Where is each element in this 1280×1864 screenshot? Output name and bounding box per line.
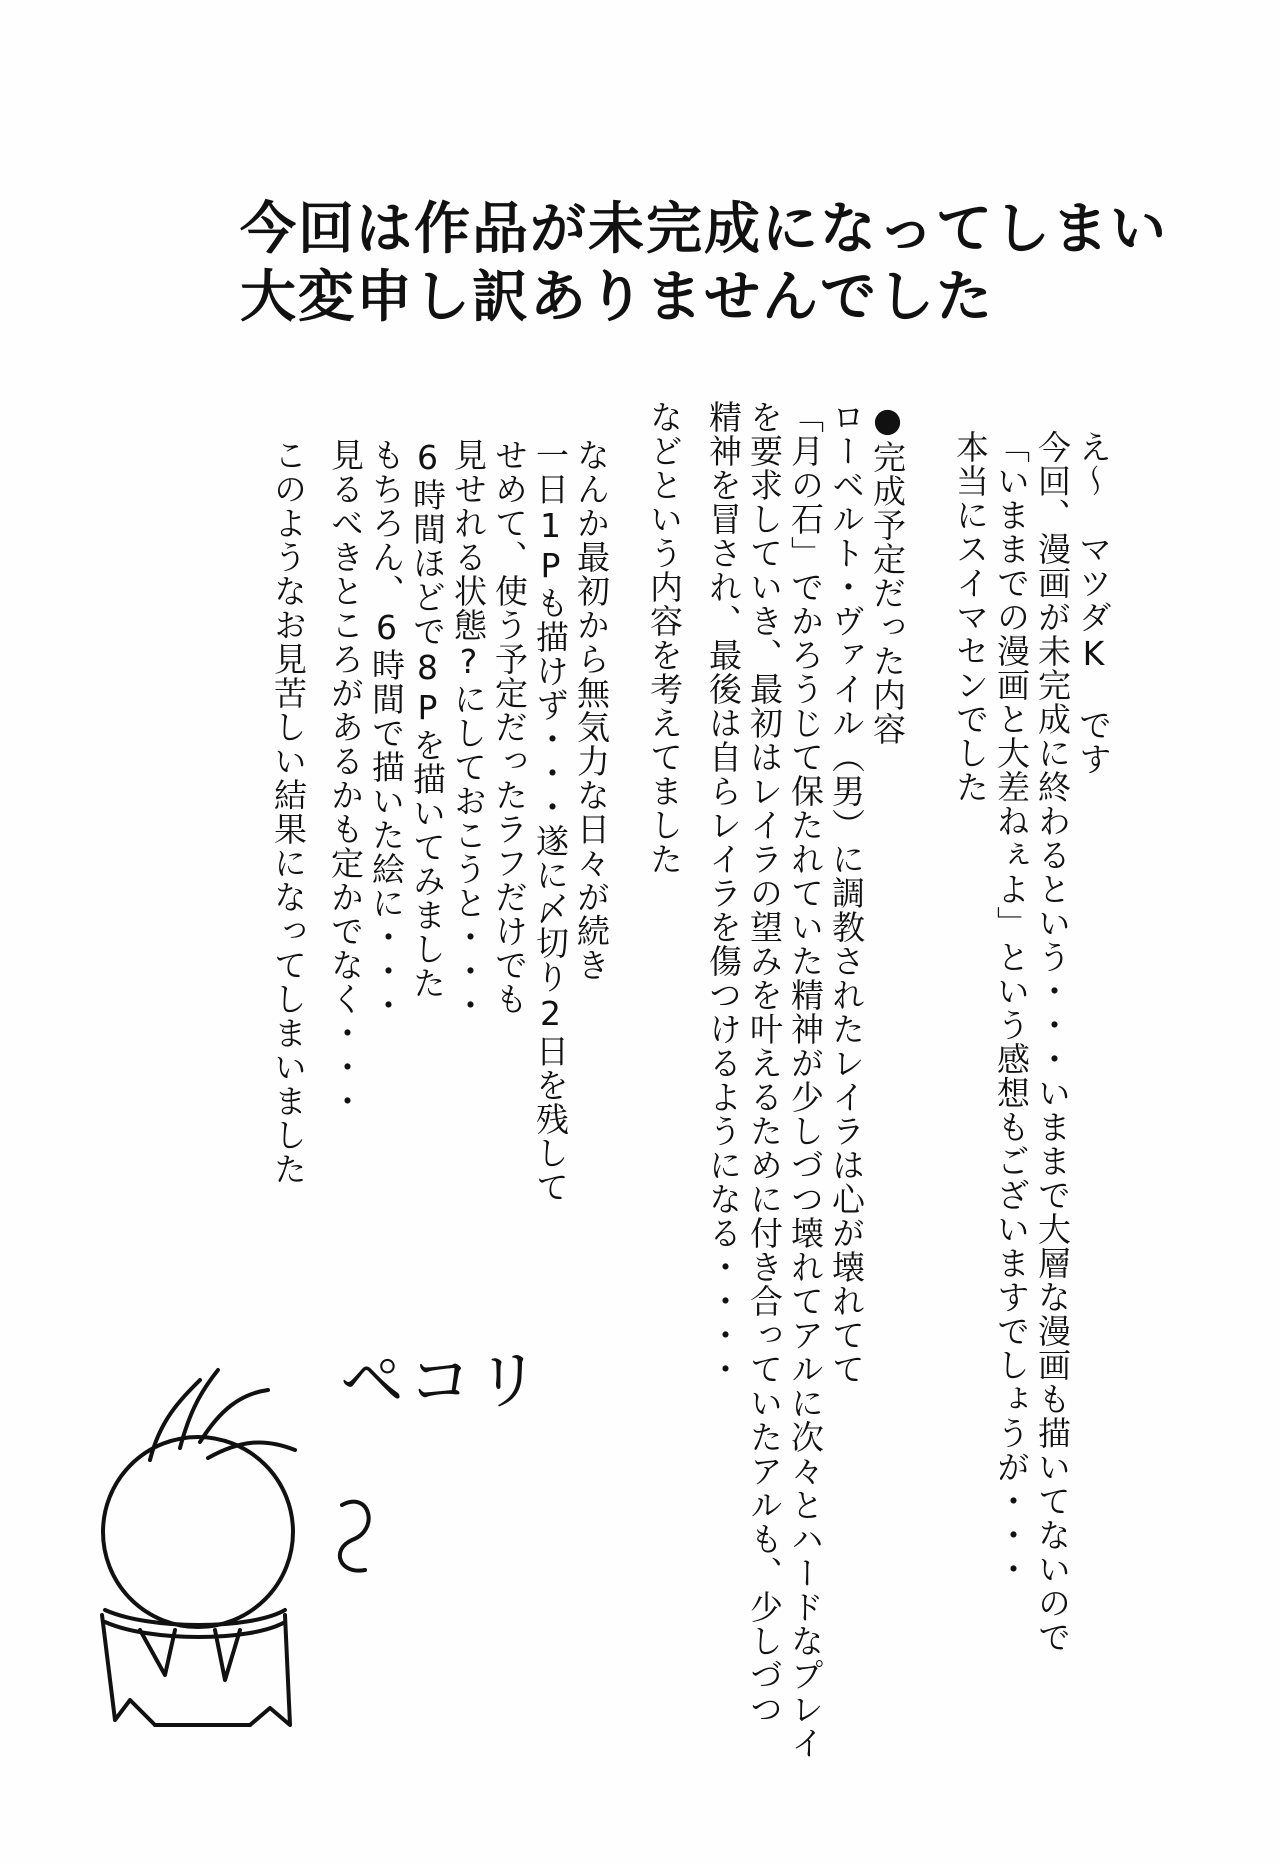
plan-line: ローベルト・ヴァイル（男）に調教されたレイラは心が壊れてて: [827, 400, 866, 1386]
planned-content-paragraph: [644, 400, 908, 1760]
apology-title-line-2: 大変申し訳ありませんでした: [240, 265, 994, 330]
intro-line: 今回、漫画が未完成に終わるという・・・いままで大層な漫画も描いてないので: [1033, 430, 1072, 1654]
excuse-line: このようなお見苦しい結果になってしまいました: [269, 438, 308, 1186]
excuse-line: 6時間ほどで8Pを描いてみました: [408, 438, 447, 1000]
excuse-line: もちろん、6時間で描いた絵に・・・: [367, 438, 406, 1022]
excuse-line: 見るべきところがあるかも定かでなく・・・: [326, 438, 365, 1118]
collar-band: [105, 1610, 285, 1625]
apology-title: [240, 196, 1220, 332]
head-outline: [103, 1437, 293, 1627]
intro-line: 「いままでの漫画と大差ねぇよ」という感想もございますでしょうが・・・: [992, 430, 1031, 1586]
plan-line: 「月の石」でかろうじて保たれていた精神が少しづつ壊れてアルに次々とハードなプレイ: [786, 400, 825, 1760]
excuse-line: 一日1Pも描けず・・・遂に〆切り2日を残して: [531, 438, 570, 1204]
excuse-line: 見せれる状態?にしておこうと・・・: [449, 438, 488, 1022]
motion-swirl: [340, 1502, 369, 1571]
intro-line: え〜 マツダK です: [1074, 430, 1113, 776]
bow-sound-caption: ペコリ: [340, 1345, 544, 1419]
plan-line: などという内容を考えてました: [645, 400, 684, 876]
apology-title-line-1: 今回は作品が未完成になってしまい: [240, 197, 1168, 262]
plan-line: 精神を冒され、最後は自らレイラを傷つけるようになる・・・・: [704, 400, 743, 1386]
plan-heading: ●完成予定だった内容: [868, 400, 907, 746]
excuse-paragraph: [268, 438, 612, 1204]
intro-line: 本当にスイマセンでした: [951, 430, 990, 804]
hair-strand: [200, 1390, 268, 1442]
excuse-line: なんか最初から無気力な日々が続き: [572, 438, 611, 982]
plan-line: を要求していき、最初はレイラの望みを叶えるために付き合っていたアルも、少しづつ: [745, 400, 784, 1726]
intro-paragraph: [950, 430, 1114, 1654]
excuse-line: せめて、使う予定だったラフだけでも: [490, 438, 529, 1016]
